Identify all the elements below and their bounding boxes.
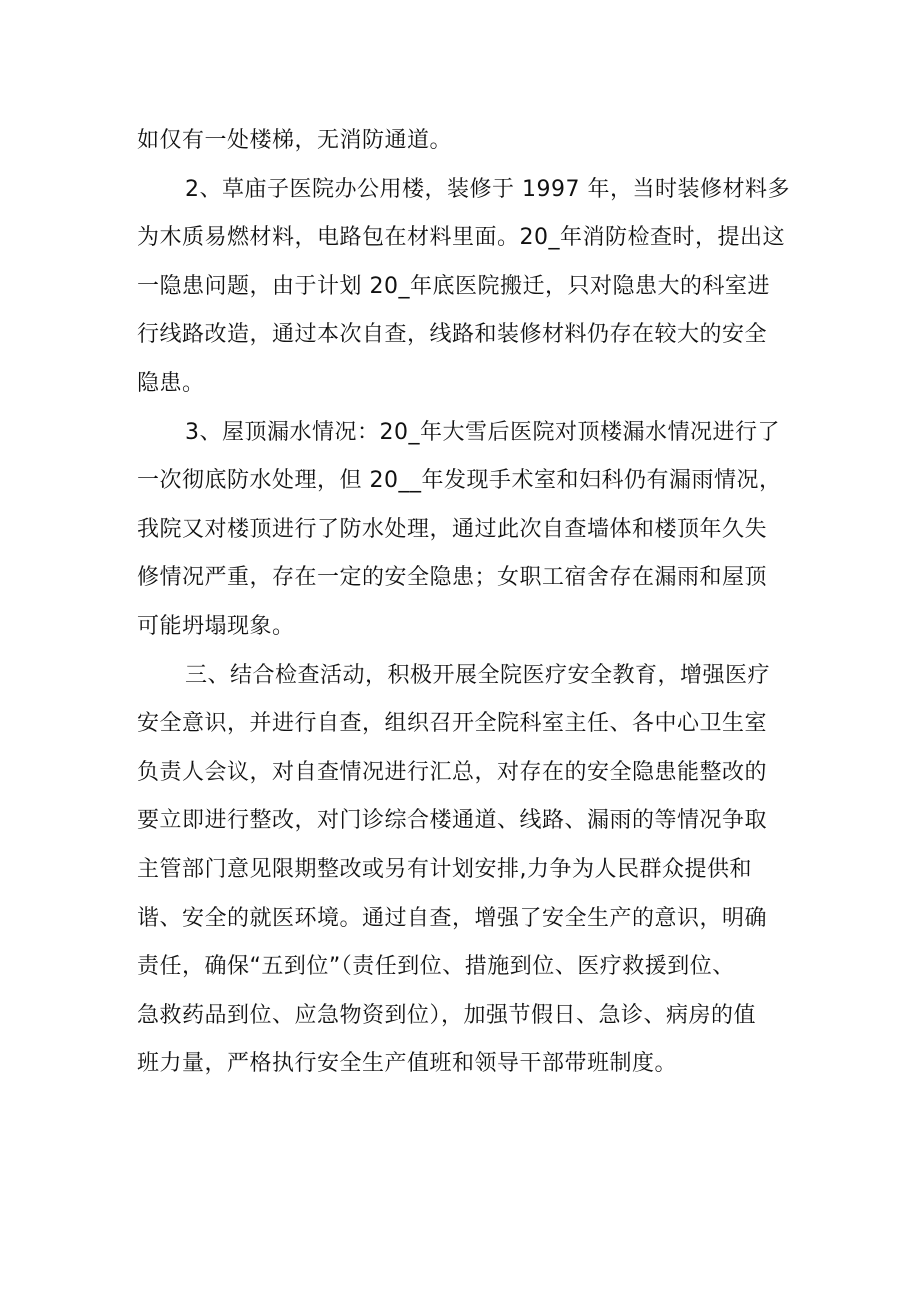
- paragraph-section-3-line-7: 责任，确保“五到位”（责任到位、措施到位、医疗救援到位、: [137, 954, 735, 980]
- paragraph-item-3-line-3: 我院又对楼顶进行了防水处理，通过此次自查墙体和楼顶年久失: [137, 516, 768, 542]
- paragraph-item-2-line-4: 行线路改造，通过本次自查，线路和装修材料仍存在较大的安全: [137, 322, 768, 348]
- paragraph-section-3-line-1: 三、结合检查活动，积极开展全院医疗安全教育，增强医疗: [185, 662, 771, 688]
- paragraph-section-3-line-8: 急救药品到位、应急物资到位），加强节假日、急诊、病房的值: [137, 1002, 757, 1028]
- paragraph-item-3-line-2: 一次彻底防水处理，但 20__年发现手术室和妇科仍有漏雨情况，: [137, 468, 782, 494]
- paragraph-section-3-line-3: 负责人会议，对自查情况进行汇总，对存在的安全隐患能整改的: [137, 759, 768, 785]
- paragraph-continuation-line-1: 如仅有一处楼梯，无消防通道。: [137, 128, 453, 153]
- paragraph-item-3-line-5: 可能坍塌现象。: [137, 613, 295, 639]
- paragraph-item-2-line-2: 为木质易燃材料，电路包在材料里面。20_年消防检查时，提出这: [137, 225, 785, 251]
- paragraph-item-3-line-4: 修情况严重，存在一定的安全隐患；女职工宿舍存在漏雨和屋顶: [137, 565, 768, 591]
- paragraph-section-3-line-9: 班力量，严格执行安全生产值班和领导干部带班制度。: [137, 1051, 678, 1077]
- paragraph-item-3-line-1: 3、屋顶漏水情况：20_年大雪后医院对顶楼漏水情况进行了: [185, 419, 780, 445]
- paragraph-item-2-line-1: 2、草庙子医院办公用楼，装修于 1997 年，当时装修材料多: [185, 176, 790, 202]
- paragraph-section-3-line-4: 要立即进行整改，对门诊综合楼通道、线路、漏雨的等情况争取: [137, 808, 768, 834]
- paragraph-section-3-line-5: 主管部门意见限期整改或另有计划安排,力争为人民群众提供和: [137, 856, 752, 882]
- document-body: [137, 117, 797, 1089]
- paragraph-item-2-line-3: 一隐患问题，由于计划 20_年底医院搬迁，只对隐患大的科室进: [137, 273, 770, 299]
- paragraph-item-2-line-5: 隐患。: [137, 370, 205, 396]
- paragraph-section-3-line-6: 谐、安全的就医环境。通过自查，增强了安全生产的意识，明确: [137, 905, 768, 931]
- paragraph-section-3-line-2: 安全意识，并进行自查，组织召开全院科室主任、各中心卫生室: [137, 711, 768, 737]
